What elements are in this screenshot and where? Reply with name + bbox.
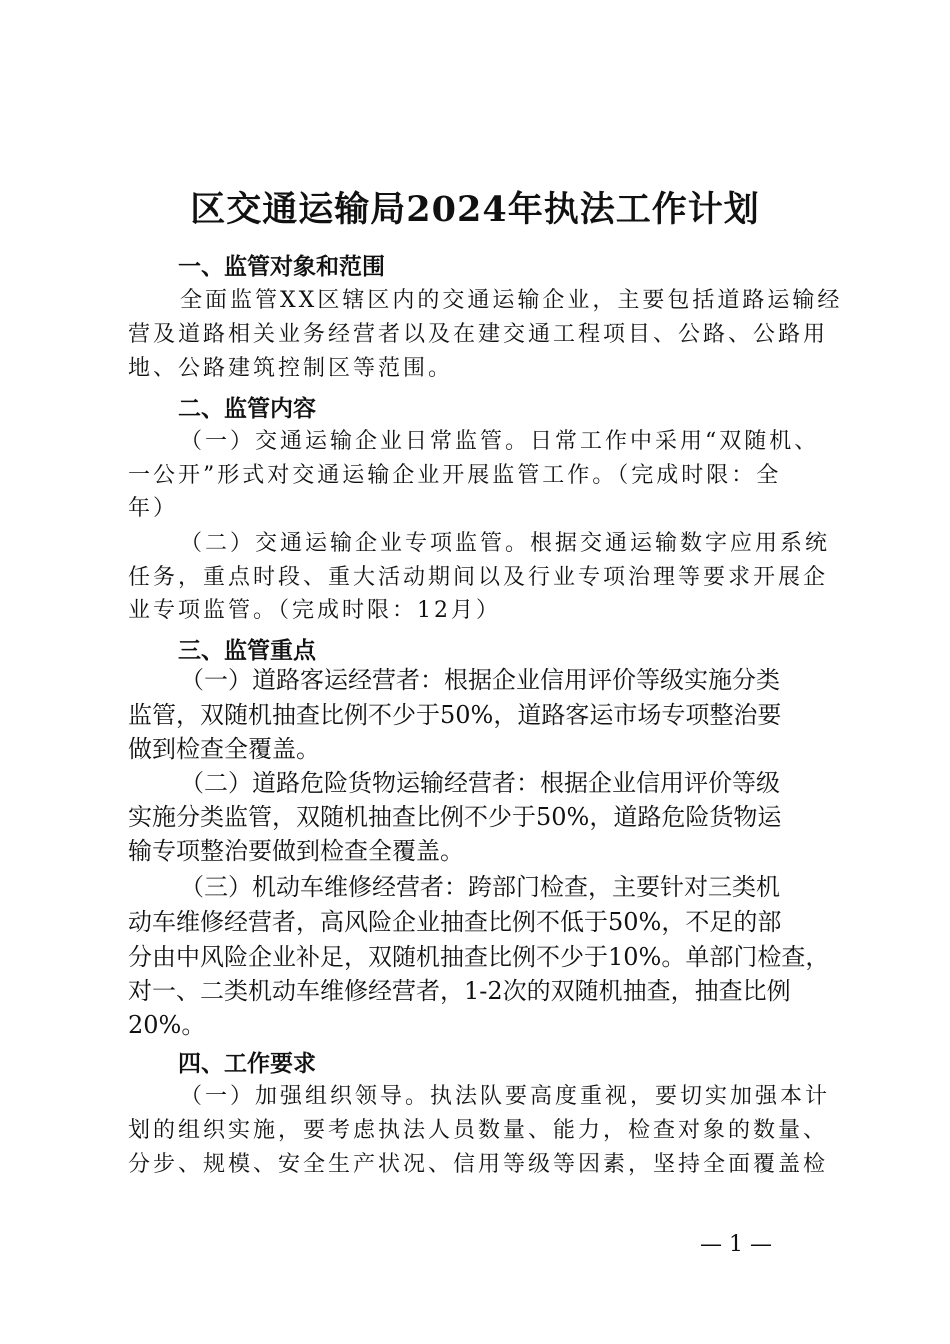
paragraph-line: 任务，重点时段、重大活动期间以及行业专项治理等要求开展企 — [128, 565, 829, 590]
section-heading-2: 二、监管内容 — [178, 396, 316, 422]
paragraph-line: （一）交通运输企业日常监管。日常工作中采用“双随机、 — [180, 429, 820, 454]
document-title: 区交通运输局2024年执法工作计划 — [190, 189, 760, 230]
paragraph-line: 一公开”形式对交通运输企业开展监管工作。（完成时限：全 — [128, 463, 782, 488]
paragraph-line: 分步、规模、安全生产状况、信用等级等因素，坚持全面覆盖检 — [128, 1152, 829, 1177]
paragraph-line: 营及道路相关业务经营者以及在建交通工程项目、公路、公路用 — [128, 322, 829, 347]
paragraph-line: 实施分类监管，双随机抽查比例不少于50%，道路危险货物运 — [128, 803, 782, 831]
paragraph-line: （二）道路危险货物运输经营者：根据企业信用评价等级 — [180, 769, 780, 797]
paragraph-line: 业专项监管。（完成时限：12月） — [128, 598, 501, 623]
paragraph-line: （二）交通运输企业专项监管。根据交通运输数字应用系统 — [180, 531, 831, 556]
paragraph-line: 动车维修经营者，高风险企业抽查比例不低于50%，不足的部 — [128, 908, 782, 936]
page-number: — 1 — — [700, 1232, 772, 1257]
section-heading-4: 四、工作要求 — [178, 1051, 316, 1077]
paragraph-line: （三）机动车维修经营者：跨部门检查，主要针对三类机 — [180, 873, 780, 901]
paragraph-line: 全面监管XX区辖区内的交通运输企业，主要包括道路运输经 — [180, 288, 843, 313]
paragraph-line: 划的组织实施，要考虑执法人员数量、能力，检查对象的数量、 — [128, 1118, 829, 1143]
paragraph-line: （一）加强组织领导。执法队要高度重视，要切实加强本计 — [180, 1084, 831, 1109]
paragraph-line: （一）道路客运经营者：根据企业信用评价等级实施分类 — [180, 666, 780, 694]
paragraph-line: 对一、二类机动车维修经营者，1-2次的双随机抽查，抽查比例 — [128, 977, 791, 1005]
paragraph-line: 监管，双随机抽查比例不少于50%，道路客运市场专项整治要 — [128, 701, 782, 729]
paragraph-line: 20%。 — [128, 1011, 206, 1039]
paragraph-line: 地、公路建筑控制区等范围。 — [128, 356, 454, 381]
section-heading-3: 三、监管重点 — [178, 638, 316, 664]
paragraph-line: 做到检查全覆盖。 — [128, 735, 320, 763]
paragraph-line: 分由中风险企业补足，双随机抽查比例不少于10%。单部门检查， — [128, 943, 830, 971]
section-heading-1: 一、监管对象和范围 — [178, 254, 385, 280]
paragraph-line: 年） — [128, 496, 179, 521]
paragraph-line: 输专项整治要做到检查全覆盖。 — [128, 837, 464, 865]
